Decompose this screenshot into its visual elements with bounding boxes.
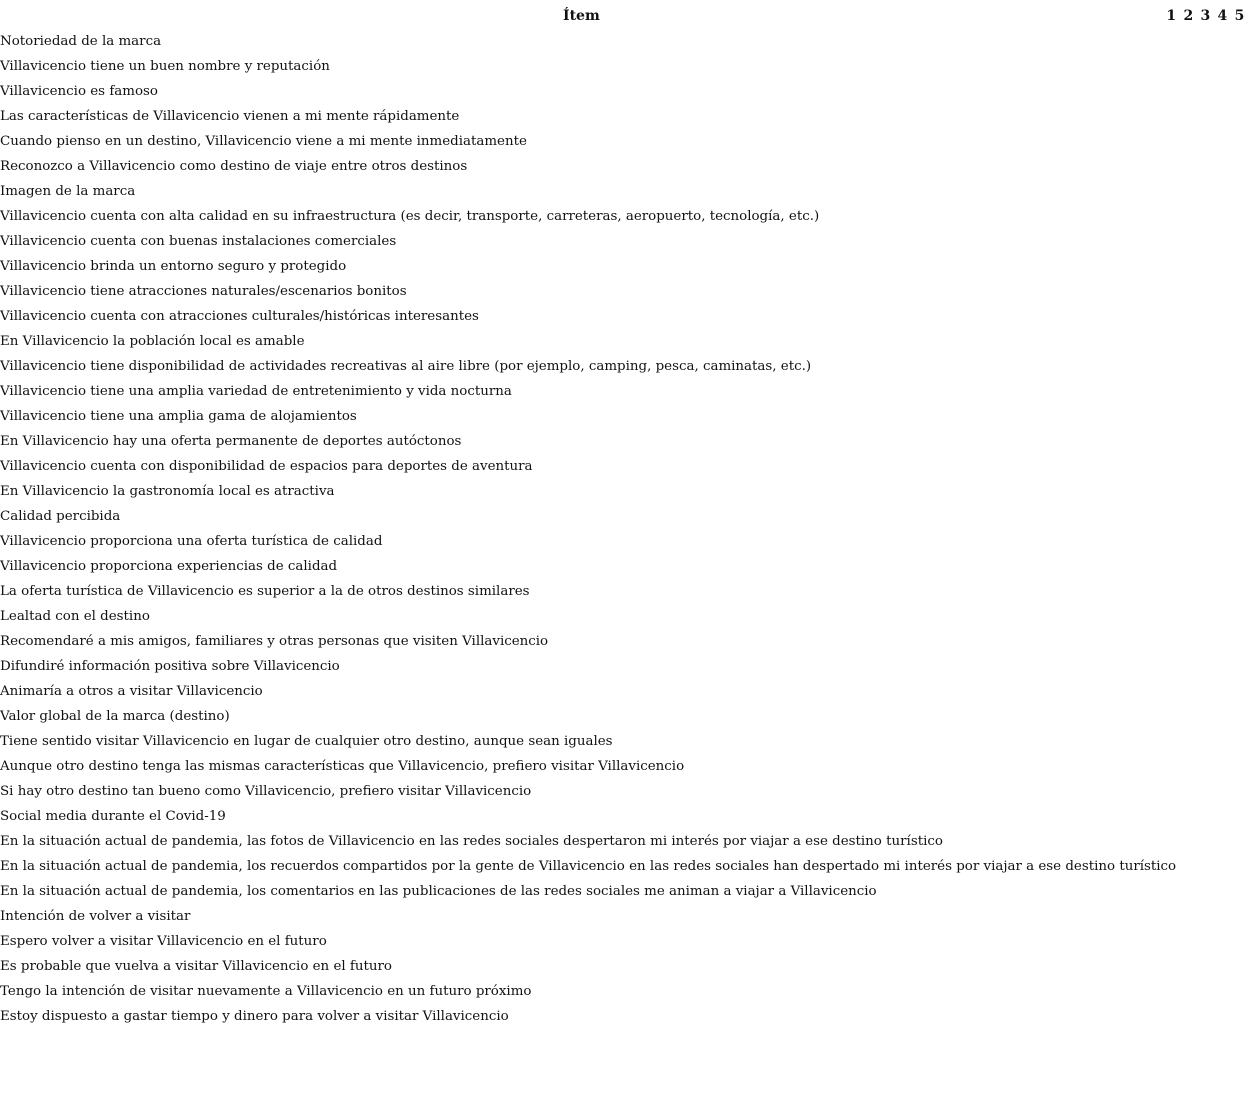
scale-cell-5 [1231, 529, 1248, 554]
item-text: Villavicencio tiene disponibilidad de actividades recreativas al aire libre (por ejemplo, camping, pesca, caminatas, etc.) [0, 359, 812, 374]
table-row [0, 954, 1248, 979]
table-row [0, 804, 1248, 829]
item-text: Si hay otro destino tan bueno como Villavicencio, prefiero visitar Villavicencio [0, 784, 532, 799]
scale-cell-2 [1180, 479, 1197, 504]
scale-cell-1 [1163, 129, 1180, 154]
table-row [0, 979, 1248, 1004]
scale-cell-3 [1197, 254, 1214, 279]
scale-cell-2 [1180, 679, 1197, 704]
scale-cell-1 [1163, 379, 1180, 404]
scale-cell-3 [1197, 29, 1214, 54]
scale-cell-2 [1180, 354, 1197, 379]
scale-cell-3 [1197, 454, 1214, 479]
scale-cell-5 [1231, 404, 1248, 429]
table-row [0, 1004, 1248, 1029]
table-row [0, 879, 1248, 904]
scale-cell-4 [1214, 929, 1231, 954]
scale-cell-1 [1163, 154, 1180, 179]
scale-cell-5 [1231, 729, 1248, 754]
table-row [0, 404, 1248, 429]
scale-cell-3 [1197, 679, 1214, 704]
scale-cell-5 [1231, 304, 1248, 329]
scale-cell-4 [1214, 479, 1231, 504]
scale-cell-3 [1197, 529, 1214, 554]
scale-cell-5 [1231, 279, 1248, 304]
table-row [0, 654, 1248, 679]
scale-cell-1 [1163, 54, 1180, 79]
scale-cell-4 [1214, 404, 1231, 429]
scale-cell-5 [1231, 379, 1248, 404]
scale-cell-4 [1214, 354, 1231, 379]
table-row [0, 479, 1248, 504]
table-row [0, 429, 1248, 454]
item-text: En Villavicencio hay una oferta permanente de deportes autóctonos [0, 434, 462, 449]
scale-cell-4 [1214, 629, 1231, 654]
scale-cell-3 [1197, 554, 1214, 579]
scale-cell-1 [1163, 479, 1180, 504]
scale-cell-3 [1197, 729, 1214, 754]
scale-cell-1 [1163, 354, 1180, 379]
scale-header-2: 2 [1183, 8, 1194, 24]
scale-cell-1 [1163, 104, 1180, 129]
scale-cell-4 [1214, 554, 1231, 579]
scale-cell-2 [1180, 579, 1197, 604]
scale-cell-4 [1214, 79, 1231, 104]
scale-cell-3 [1197, 279, 1214, 304]
scale-cell-2 [1180, 79, 1197, 104]
scale-cell-2 [1180, 279, 1197, 304]
scale-header-1: 1 [1166, 8, 1177, 24]
scale-cell-5 [1231, 554, 1248, 579]
item-text: Tengo la intención de visitar nuevamente a Villavicencio en un futuro próximo [0, 984, 532, 999]
scale-cell-1 [1163, 654, 1180, 679]
scale-cell-2 [1180, 779, 1197, 804]
scale-cell-3 [1197, 904, 1214, 929]
scale-cell-2 [1180, 954, 1197, 979]
table-header [0, 4, 1248, 29]
scale-cell-4 [1214, 179, 1231, 204]
scale-cell-5 [1231, 979, 1248, 1004]
scale-cell-1 [1163, 404, 1180, 429]
scale-cell-5 [1231, 154, 1248, 179]
table-row [0, 704, 1248, 729]
table-row [0, 904, 1248, 929]
scale-cell-3 [1197, 304, 1214, 329]
scale-cell-1 [1163, 779, 1180, 804]
scale-cell-5 [1231, 29, 1248, 54]
scale-cell-2 [1180, 229, 1197, 254]
scale-cell-3 [1197, 54, 1214, 79]
scale-cell-3 [1197, 229, 1214, 254]
table-row [0, 454, 1248, 479]
scale-cell-3 [1197, 179, 1214, 204]
scale-cell-4 [1214, 579, 1231, 604]
scale-cell-2 [1180, 829, 1197, 854]
scale-cell-1 [1163, 229, 1180, 254]
table-row [0, 829, 1248, 854]
scale-cell-3 [1197, 779, 1214, 804]
scale-cell-2 [1180, 29, 1197, 54]
scale-cell-3 [1197, 1004, 1214, 1029]
scale-cell-5 [1231, 579, 1248, 604]
scale-cell-4 [1214, 329, 1231, 354]
table-row [0, 579, 1248, 604]
item-text: En Villavicencio la población local es amable [0, 334, 305, 349]
scale-header-4: 4 [1217, 8, 1228, 24]
table-row [0, 104, 1248, 129]
item-text: Imagen de la marca [0, 184, 136, 199]
item-text: Villavicencio cuenta con buenas instalaciones comerciales [0, 234, 397, 249]
scale-cell-5 [1231, 829, 1248, 854]
table-row [0, 304, 1248, 329]
item-text: Villavicencio brinda un entorno seguro y protegido [0, 259, 347, 274]
table-row [0, 254, 1248, 279]
scale-cell-5 [1231, 54, 1248, 79]
scale-cell-3 [1197, 604, 1214, 629]
scale-cell-5 [1231, 254, 1248, 279]
item-text: Villavicencio tiene una amplia gama de alojamientos [0, 409, 357, 424]
scale-cell-2 [1180, 154, 1197, 179]
scale-cell-2 [1180, 54, 1197, 79]
scale-cell-5 [1231, 629, 1248, 654]
scale-cell-2 [1180, 554, 1197, 579]
scale-cell-4 [1214, 29, 1231, 54]
table-row [0, 604, 1248, 629]
item-text: Villavicencio tiene un buen nombre y reputación [0, 59, 330, 74]
scale-cell-2 [1180, 379, 1197, 404]
scale-cell-5 [1231, 754, 1248, 779]
scale-cell-4 [1214, 704, 1231, 729]
item-text: Difundiré información positiva sobre Villavicencio [0, 659, 340, 674]
table-row [0, 729, 1248, 754]
scale-cell-5 [1231, 354, 1248, 379]
scale-cell-3 [1197, 79, 1214, 104]
scale-cell-5 [1231, 504, 1248, 529]
scale-cell-1 [1163, 329, 1180, 354]
scale-cell-1 [1163, 529, 1180, 554]
item-text: La oferta turística de Villavicencio es superior a la de otros destinos similares [0, 584, 530, 599]
scale-cell-2 [1180, 529, 1197, 554]
scale-cell-3 [1197, 129, 1214, 154]
scale-cell-3 [1197, 979, 1214, 1004]
scale-cell-4 [1214, 454, 1231, 479]
scale-cell-5 [1231, 79, 1248, 104]
scale-cell-5 [1231, 679, 1248, 704]
item-text: Las características de Villavicencio vienen a mi mente rápidamente [0, 109, 460, 124]
scale-cell-3 [1197, 504, 1214, 529]
item-text: Estoy dispuesto a gastar tiempo y dinero para volver a visitar Villavicencio [0, 1009, 509, 1024]
scale-cell-4 [1214, 754, 1231, 779]
table-row [0, 329, 1248, 354]
scale-cell-1 [1163, 879, 1180, 904]
scale-cell-1 [1163, 1004, 1180, 1029]
item-text: Aunque otro destino tenga las mismas características que Villavicencio, prefiero visitar Villavicencio [0, 759, 685, 774]
scale-cell-1 [1163, 504, 1180, 529]
item-text: Notoriedad de la marca [0, 34, 162, 49]
scale-cell-2 [1180, 104, 1197, 129]
item-text: En Villavicencio la gastronomía local es atractiva [0, 484, 335, 499]
scale-cell-4 [1214, 829, 1231, 854]
item-text: Villavicencio cuenta con atracciones culturales/históricas interesantes [0, 309, 479, 324]
scale-cell-4 [1214, 379, 1231, 404]
scale-cell-3 [1197, 104, 1214, 129]
scale-cell-2 [1180, 254, 1197, 279]
table-row [0, 29, 1248, 54]
scale-cell-1 [1163, 754, 1180, 779]
table-row [0, 179, 1248, 204]
scale-cell-5 [1231, 454, 1248, 479]
table-row [0, 279, 1248, 304]
survey-table [0, 4, 1248, 1029]
table-row [0, 54, 1248, 79]
scale-cell-2 [1180, 654, 1197, 679]
table-row [0, 629, 1248, 654]
scale-header-3: 3 [1200, 8, 1211, 24]
scale-cell-5 [1231, 479, 1248, 504]
table-row [0, 679, 1248, 704]
item-text: En la situación actual de pandemia, los comentarios en las publicaciones de las redes sociales me animan a viajar a Villavicencio [0, 884, 877, 899]
scale-cell-5 [1231, 204, 1248, 229]
table-row [0, 204, 1248, 229]
scale-cell-1 [1163, 629, 1180, 654]
scale-cell-2 [1180, 704, 1197, 729]
scale-cell-2 [1180, 804, 1197, 829]
scale-cell-5 [1231, 804, 1248, 829]
item-text: Villavicencio cuenta con disponibilidad de espacios para deportes de aventura [0, 459, 533, 474]
scale-cell-1 [1163, 704, 1180, 729]
scale-cell-5 [1231, 429, 1248, 454]
item-text: Villavicencio es famoso [0, 84, 158, 99]
scale-cell-1 [1163, 429, 1180, 454]
scale-cell-4 [1214, 254, 1231, 279]
scale-cell-2 [1180, 979, 1197, 1004]
scale-cell-4 [1214, 979, 1231, 1004]
table-row [0, 154, 1248, 179]
scale-cell-4 [1214, 654, 1231, 679]
scale-cell-2 [1180, 179, 1197, 204]
scale-cell-5 [1231, 929, 1248, 954]
scale-cell-3 [1197, 754, 1214, 779]
item-text: En la situación actual de pandemia, las fotos de Villavicencio en las redes sociales despertaron mi interés por viajar a ese destino turístico [0, 834, 943, 849]
scale-cell-4 [1214, 279, 1231, 304]
item-text: Espero volver a visitar Villavicencio en el futuro [0, 934, 327, 949]
scale-cell-1 [1163, 929, 1180, 954]
scale-cell-5 [1231, 879, 1248, 904]
scale-cell-1 [1163, 979, 1180, 1004]
item-text: Intención de volver a visitar [0, 909, 191, 924]
scale-cell-2 [1180, 629, 1197, 654]
scale-cell-1 [1163, 904, 1180, 929]
scale-cell-1 [1163, 679, 1180, 704]
table-row [0, 379, 1248, 404]
scale-cell-1 [1163, 204, 1180, 229]
scale-cell-3 [1197, 404, 1214, 429]
scale-cell-3 [1197, 429, 1214, 454]
scale-cell-3 [1197, 829, 1214, 854]
scale-cell-1 [1163, 604, 1180, 629]
table-row [0, 79, 1248, 104]
scale-cell-3 [1197, 804, 1214, 829]
scale-cell-4 [1214, 804, 1231, 829]
scale-cell-3 [1197, 879, 1214, 904]
item-text: Tiene sentido visitar Villavicencio en lugar de cualquier otro destino, aunque sean iguales [0, 734, 613, 749]
scale-cell-2 [1180, 404, 1197, 429]
scale-cell-2 [1180, 129, 1197, 154]
item-text: Recomendaré a mis amigos, familiares y otras personas que visiten Villavicencio [0, 634, 549, 649]
scale-cell-5 [1231, 904, 1248, 929]
item-column-header: Ítem [563, 8, 600, 24]
scale-cell-2 [1180, 1004, 1197, 1029]
scale-cell-2 [1180, 754, 1197, 779]
scale-cell-4 [1214, 529, 1231, 554]
scale-cell-4 [1214, 429, 1231, 454]
scale-cell-4 [1214, 204, 1231, 229]
scale-cell-4 [1214, 304, 1231, 329]
scale-cell-4 [1214, 104, 1231, 129]
scale-cell-5 [1231, 704, 1248, 729]
scale-cell-5 [1231, 604, 1248, 629]
scale-cell-5 [1231, 129, 1248, 154]
table-row [0, 129, 1248, 154]
scale-cell-1 [1163, 829, 1180, 854]
table-row [0, 504, 1248, 529]
scale-cell-5 [1231, 779, 1248, 804]
scale-cell-2 [1180, 604, 1197, 629]
scale-cell-4 [1214, 154, 1231, 179]
scale-cell-3 [1197, 854, 1214, 879]
scale-cell-5 [1231, 229, 1248, 254]
scale-cell-5 [1231, 329, 1248, 354]
table-row [0, 929, 1248, 954]
table-row [0, 779, 1248, 804]
scale-cell-3 [1197, 354, 1214, 379]
scale-cell-1 [1163, 304, 1180, 329]
table-body [0, 29, 1248, 1029]
scale-cell-5 [1231, 854, 1248, 879]
scale-cell-3 [1197, 654, 1214, 679]
scale-cell-4 [1214, 504, 1231, 529]
scale-cell-5 [1231, 1004, 1248, 1029]
scale-cell-2 [1180, 204, 1197, 229]
scale-cell-1 [1163, 954, 1180, 979]
scale-cell-1 [1163, 554, 1180, 579]
scale-cell-4 [1214, 729, 1231, 754]
table-row [0, 854, 1248, 879]
scale-cell-1 [1163, 729, 1180, 754]
table-row [0, 229, 1248, 254]
item-text: Villavicencio tiene atracciones naturales/escenarios bonitos [0, 284, 407, 299]
scale-cell-2 [1180, 304, 1197, 329]
item-text: Cuando pienso en un destino, Villavicencio viene a mi mente inmediatamente [0, 134, 527, 149]
scale-cell-2 [1180, 904, 1197, 929]
scale-cell-2 [1180, 454, 1197, 479]
scale-cell-2 [1180, 854, 1197, 879]
scale-cell-2 [1180, 879, 1197, 904]
scale-cell-4 [1214, 954, 1231, 979]
scale-cell-3 [1197, 629, 1214, 654]
item-text: Valor global de la marca (destino) [0, 709, 230, 724]
scale-cell-4 [1214, 879, 1231, 904]
scale-cell-3 [1197, 954, 1214, 979]
scale-cell-1 [1163, 579, 1180, 604]
scale-cell-3 [1197, 329, 1214, 354]
scale-cell-3 [1197, 579, 1214, 604]
scale-header-5: 5 [1234, 8, 1245, 24]
scale-cell-4 [1214, 1004, 1231, 1029]
scale-cell-4 [1214, 604, 1231, 629]
scale-cell-3 [1197, 204, 1214, 229]
item-text: Villavicencio proporciona una oferta turística de calidad [0, 534, 383, 549]
table-row [0, 554, 1248, 579]
scale-cell-2 [1180, 504, 1197, 529]
item-text: Es probable que vuelva a visitar Villavicencio en el futuro [0, 959, 392, 974]
scale-cell-5 [1231, 954, 1248, 979]
scale-cell-1 [1163, 254, 1180, 279]
table-row [0, 754, 1248, 779]
scale-cell-4 [1214, 679, 1231, 704]
scale-cell-1 [1163, 279, 1180, 304]
item-text: Villavicencio tiene una amplia variedad de entretenimiento y vida nocturna [0, 384, 512, 399]
scale-cell-4 [1214, 904, 1231, 929]
scale-cell-4 [1214, 54, 1231, 79]
item-text: Villavicencio cuenta con alta calidad en su infraestructura (es decir, transporte, carreteras, aeropuerto, tecnología, etc.) [0, 209, 820, 224]
table-row [0, 354, 1248, 379]
scale-cell-5 [1231, 104, 1248, 129]
item-text: Animaría a otros a visitar Villavicencio [0, 684, 263, 699]
item-text: Reconozco a Villavicencio como destino de viaje entre otros destinos [0, 159, 468, 174]
scale-cell-4 [1214, 854, 1231, 879]
scale-cell-1 [1163, 29, 1180, 54]
scale-cell-4 [1214, 129, 1231, 154]
item-text: Calidad percibida [0, 509, 121, 524]
scale-cell-3 [1197, 929, 1214, 954]
scale-cell-1 [1163, 179, 1180, 204]
scale-cell-2 [1180, 729, 1197, 754]
scale-cell-2 [1180, 929, 1197, 954]
item-text: Lealtad con el destino [0, 609, 150, 624]
scale-cell-2 [1180, 329, 1197, 354]
scale-cell-5 [1231, 179, 1248, 204]
scale-cell-3 [1197, 479, 1214, 504]
scale-cell-4 [1214, 229, 1231, 254]
item-text: En la situación actual de pandemia, los recuerdos compartidos por la gente de Villavicencio en las redes sociales han despertado mi interés por viajar a ese destino turístico [0, 859, 1177, 874]
table-row [0, 529, 1248, 554]
header-row [0, 4, 1248, 29]
scale-cell-1 [1163, 804, 1180, 829]
item-text: Social media durante el Covid-19 [0, 809, 226, 824]
scale-cell-3 [1197, 704, 1214, 729]
scale-cell-5 [1231, 654, 1248, 679]
scale-cell-3 [1197, 154, 1214, 179]
scale-cell-2 [1180, 429, 1197, 454]
scale-cell-1 [1163, 454, 1180, 479]
item-text: Villavicencio proporciona experiencias de calidad [0, 559, 338, 574]
scale-cell-4 [1214, 779, 1231, 804]
scale-cell-3 [1197, 379, 1214, 404]
scale-cell-1 [1163, 79, 1180, 104]
